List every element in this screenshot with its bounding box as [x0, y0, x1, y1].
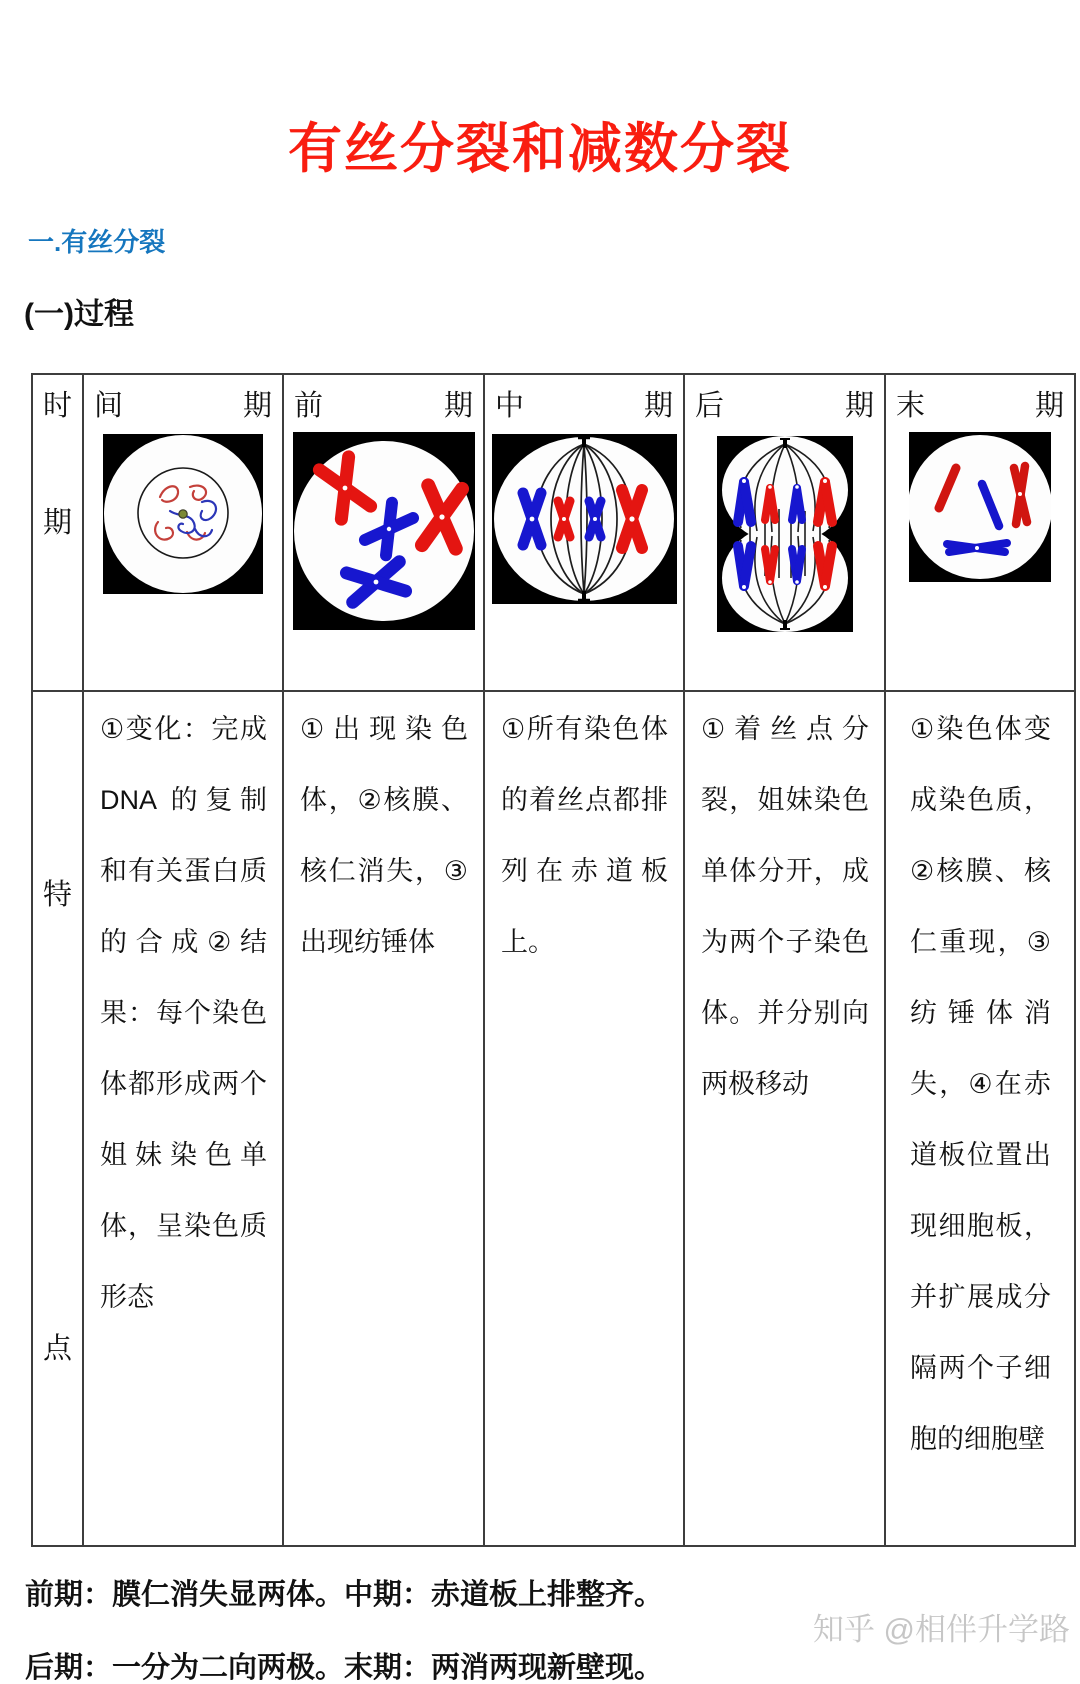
subsection-heading: (一)过程: [24, 298, 134, 331]
phase-header-interphase: 间 期: [94, 390, 272, 422]
phase-header-prophase: 前 期: [294, 390, 473, 422]
row-label-features-text: 特 点: [42, 879, 72, 1365]
mitosis-phase-table: [31, 373, 1076, 1547]
features-cell-metaphase: ①所有染色体的着丝点都排列在赤道板上。: [485, 692, 685, 1547]
phase-cell-interphase: [84, 375, 284, 692]
metaphase-cell-diagram: [492, 434, 677, 604]
row-label-features: [33, 692, 84, 1547]
telophase-cell-diagram: [909, 432, 1051, 582]
features-cell-prophase: ①出现染色体，②核膜、核仁消失，③出现纺锤体: [284, 692, 485, 1547]
phase-header-telophase: 末 期: [896, 390, 1064, 422]
features-cell-anaphase: ①着丝点分裂，姐妹染色单体分开，成为两个子染色体。并分别向两极移动: [685, 692, 886, 1547]
watermark: 知乎 @相伴升学路: [812, 1612, 1070, 1647]
row-label-period-text: 时 期: [42, 390, 72, 539]
anaphase-cell-diagram: [717, 436, 853, 632]
prophase-cell-diagram: [293, 432, 475, 630]
phase-cell-prophase: [284, 375, 485, 692]
section-heading: 一.有丝分裂: [28, 227, 166, 257]
mnemonic-line-1: 前期：膜仁消失显两体。中期：赤道板上排整齐。: [25, 1579, 664, 1611]
mnemonic-line-2: 后期：一分为二向两极。末期：两消两现新壁现。: [25, 1652, 664, 1684]
phase-cell-telophase: [886, 375, 1076, 692]
phase-cell-anaphase: [685, 375, 886, 692]
interphase-cell-diagram: [103, 434, 263, 594]
nucleolus-dot: [179, 510, 187, 518]
phase-cell-metaphase: [485, 375, 685, 692]
row-label-period: [33, 375, 84, 692]
page-title: 有丝分裂和减数分裂: [288, 119, 792, 180]
phase-header-metaphase: 中 期: [495, 390, 673, 422]
features-cell-telophase: ①染色体变成染色质，②核膜、核仁重现，③纺锤体消失，④在赤道板位置出现细胞板，并扩展成分隔两个子细胞的细胞壁: [886, 692, 1076, 1547]
features-cell-interphase: ①变化：完成DNA 的复制和有关蛋白质的合成②结果：每个染色体都形成两个姐妹染色单体，呈染色质形态: [84, 692, 284, 1547]
phase-header-anaphase: 后 期: [695, 390, 874, 422]
